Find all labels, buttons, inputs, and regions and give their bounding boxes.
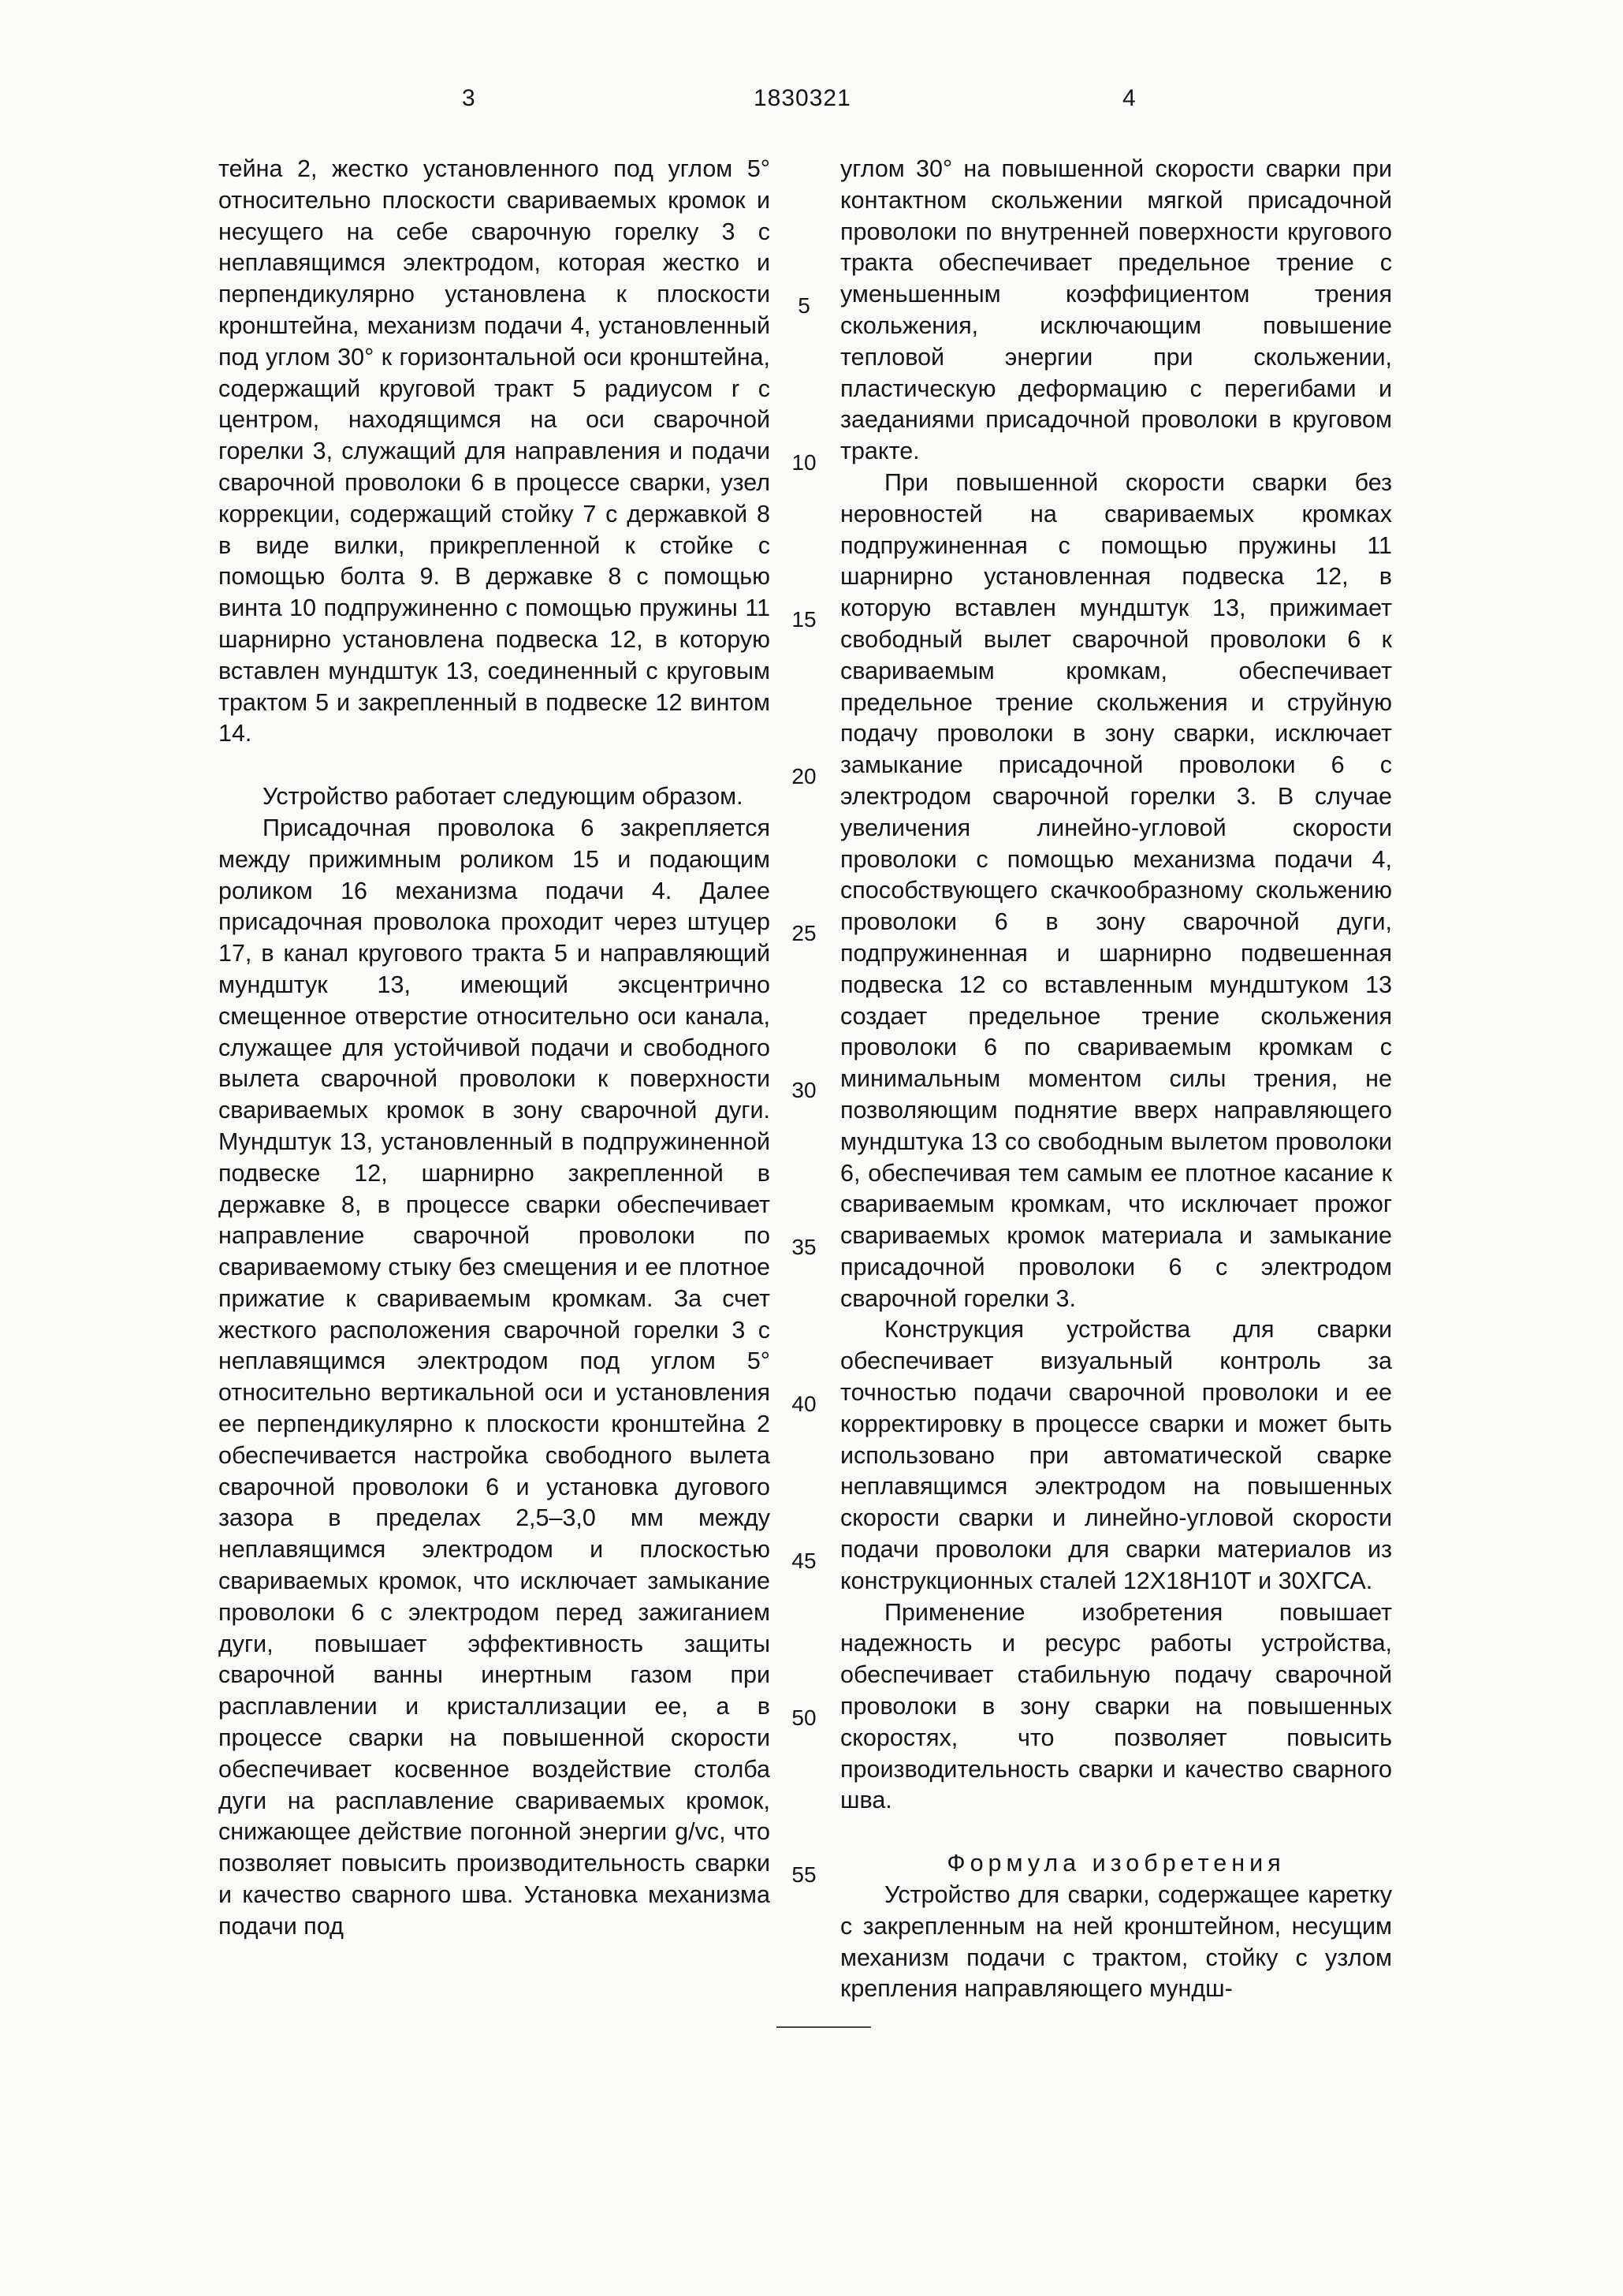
line-number: 30	[791, 1078, 817, 1102]
line-number: 25	[791, 921, 817, 945]
paragraph: Присадочная проволока 6 закрепляется между прижимным роликом 15 и подающим роликом 16 механизма подачи 4. Далее присадочная проволока проходит через штуцер 17, в канал кругового тракта 5 и направляющий мундштук 13, имеющий эксцентрично смещенное отверстие относительно оси канала, служащее для устойчивой подачи и свободного вылета сварочной проволоки к поверхности свариваемых кромок в зону сварочной дуги. Мундштук 13, установленный в подпружиненной подвеске 12, шарнирно закрепленной в державке 8, в процессе сварки обеспечивает направление сварочной проволоки по свариваемому стыку без смещения и ее плотное прижатие к свариваемым кромкам. За счет жесткого расположения сварочной горелки 3 с неплавящимся электродом под углом 5° относительно вертикальной оси и установления ее перпендикулярно к плоскости кронштейна 2 обеспечивается настройка свободного вылета сварочной проволоки 6 и установка дугового зазора в пределах 2,5–3,0 мм между неплавящимся электродом и плоскостью свариваемых кромок, что исключает замыкание проволоки 6 с электродом перед зажиганием дуги, повышает эффективность защиты сварочной ванны инертным газом при расплавлении и кристаллизации ее, а в процессе сварки на повышенной скорости обеспечивает косвенное воздействие столба дуги на расплавление свариваемых кромок, снижающее действие погонной энергии g/vc, что позволяет повысить производительность сварки и качество сварного шва. Установка механизма подачи под	[218, 814, 770, 1940]
paragraph: Конструкция устройства для сварки обеспечивает визуальный контроль за точностью подачи сварочной проволоки и ее корректировку в процессе сварки и может быть использовано при автоматической сварке неплавящимся электродом на повышенных скорости сварки и линейно-угловой скорости подачи проволоки для сварки материалов из конструкционных сталей 12Х18Н10Т и 30ХГСА.	[840, 1316, 1392, 1594]
line-number: 35	[791, 1235, 817, 1259]
paragraph: Устройство работает следующим образом.	[262, 783, 743, 811]
line-number: 55	[791, 1862, 817, 1887]
line-number: 50	[791, 1705, 817, 1730]
right-column	[840, 154, 1392, 2005]
claims-text: Устройство для сварки, содержащее каретку с закрепленным на ней кронштейном, несущим механизм подачи с трактом, стойку с узлом крепления направляющего мундш-	[840, 1881, 1392, 2003]
paragraph: Применение изобретения повышает надежность и ресурс работы устройства, обеспечивает стабильную подачу сварочной проволоки в зону сварки на повышенных скоростях, что позволяет повысить производительность сварки и качество сварного шва.	[840, 1598, 1392, 1814]
footer-rule	[776, 2026, 871, 2028]
patent-number: 1830321	[754, 85, 851, 111]
page-number-right: 4	[1122, 85, 1137, 111]
claims-heading: Формула изобретения	[947, 1850, 1286, 1877]
paragraph: углом 30° на повышенной скорости сварки при контактном скольжении мягкой присадочной проволоки по внутренней поверхности кругового тракта обеспечивает предельное трение с уменьшенным коэффициентом трения скольжения, исключающим повышение тепловой энергии при скольжении, пластическую деформацию с перегибами и заеданиями присадочной проволоки в круговом тракте.	[840, 155, 1392, 465]
line-number: 10	[791, 450, 817, 475]
left-column	[218, 154, 770, 1943]
paragraph: тейна 2, жестко установленного под углом 5° относительно плоскости свариваемых кромок и несущего на себе сварочную горелку 3 с неплавящимся электродом, которая жестко и перпендикулярно установлена к плоскости кронштейна, механизм подачи 4, установленный под углом 30° к горизонтальной оси кронштейна, содержащий круговой тракт 5 радиусом r с центром, находящимся на оси сварочной горелки 3, служащий для направления и подачи сварочной проволоки 6 в процессе сварки, узел коррекции, содержащий стойку 7 с державкой 8 в виде вилки, прикрепленной к стойке с помощью болта 9. В державке 8 с помощью винта 10 подпружиненно с помощью пружины 11 шарнирно установлена подвеска 12, в которую вставлен мундштук 13, соединенный с круговым трактом 5 и закрепленный в подвеске 12 винтом 14.	[218, 155, 770, 747]
line-number: 40	[791, 1392, 817, 1416]
line-number: 5	[798, 293, 810, 318]
line-number: 45	[791, 1549, 817, 1573]
page-number-left: 3	[462, 85, 476, 111]
line-number: 15	[791, 607, 817, 632]
paragraph: При повышенной скорости сварки без неровностей на свариваемых кромках подпружиненная с помощью пружины 11 шарнирно установленная подвеска 12, в которую вставлен мундштук 13, прижимает свободный вылет сварочной проволоки 6 к свариваемым кромкам, обеспечивает предельное трение скольжения и струйную подачу проволоки в зону сварки, исключает замыкание присадочной проволоки 6 с электродом сварочной горелки 3. В случае увеличения линейно-угловой скорости проволоки с помощью механизма подачи 4, способствующего скачкообразному скольжению проволоки 6 в зону сварочной дуги, подпружиненная и шарнирно подвешенная подвеска 12 со вставленным мундштуком 13 создает предельное трение скольжения проволоки 6 по свариваемым кромкам с минимальным моментом силы трения, не позволяющим поднятие вверх направляющего мундштука 13 со свободным вылетом проволоки 6, обеспечивая тем самым ее плотное касание к свариваемым кромкам, что исключает прожог свариваемых кромок материала и замыкание присадочной проволоки 6 с электродом сварочной горелки 3.	[840, 468, 1392, 1312]
line-number: 20	[791, 764, 817, 788]
